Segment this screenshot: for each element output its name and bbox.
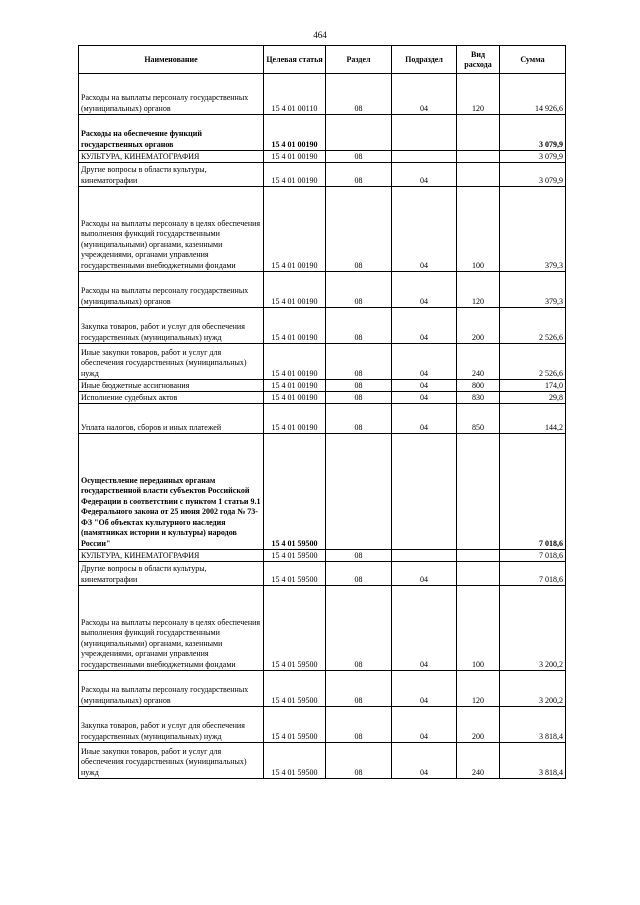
budget-table <box>78 45 566 779</box>
row-subsection-cell: 04 <box>392 562 457 586</box>
row-name-cell: Уплата налогов, сборов и иных платежей <box>79 404 264 434</box>
row-sum-cell: 3 200,2 <box>500 671 566 707</box>
row-subsection-cell: 04 <box>392 404 457 434</box>
row-expense-kind-cell: 200 <box>457 308 500 344</box>
row-sum-cell: 29,8 <box>500 392 566 404</box>
header-expense-kind: Вид расхода <box>457 46 500 74</box>
row-expense-kind-cell: 100 <box>457 586 500 671</box>
row-section-cell: 08 <box>326 344 392 380</box>
row-target-article-cell: 15 4 01 00190 <box>264 344 326 380</box>
row-subsection-cell: 04 <box>392 272 457 308</box>
row-subsection-cell: 04 <box>392 187 457 272</box>
row-sum-cell: 2 526,6 <box>500 308 566 344</box>
table-row <box>79 434 566 550</box>
row-sum-cell: 3 200,2 <box>500 586 566 671</box>
row-sum-cell: 3 818,4 <box>500 707 566 743</box>
row-expense-kind-cell <box>457 163 500 187</box>
row-target-article-cell: 15 4 01 59500 <box>264 434 326 550</box>
table-row <box>79 404 566 434</box>
table-row <box>79 151 566 163</box>
row-section-cell: 08 <box>326 743 392 779</box>
row-target-article-cell: 15 4 01 00190 <box>264 163 326 187</box>
row-sum-cell: 379,3 <box>500 272 566 308</box>
table-row <box>79 550 566 562</box>
table-row <box>79 187 566 272</box>
header-sum: Сумма <box>500 46 566 74</box>
table-row <box>79 707 566 743</box>
row-section-cell <box>326 115 392 151</box>
table-row <box>79 344 566 380</box>
row-subsection-cell: 04 <box>392 743 457 779</box>
row-expense-kind-cell: 120 <box>457 74 500 115</box>
row-expense-kind-cell: 100 <box>457 187 500 272</box>
row-subsection-cell: 04 <box>392 707 457 743</box>
row-subsection-cell: 04 <box>392 74 457 115</box>
row-target-article-cell: 15 4 01 59500 <box>264 586 326 671</box>
row-target-article-cell: 15 4 01 59500 <box>264 671 326 707</box>
row-subsection-cell <box>392 151 457 163</box>
row-expense-kind-cell <box>457 115 500 151</box>
row-subsection-cell <box>392 434 457 550</box>
row-name-cell: Иные бюджетные ассигнования <box>79 380 264 392</box>
table-header <box>79 46 566 74</box>
row-subsection-cell <box>392 550 457 562</box>
row-expense-kind-cell: 800 <box>457 380 500 392</box>
table-row <box>79 743 566 779</box>
row-expense-kind-cell: 240 <box>457 344 500 380</box>
row-section-cell <box>326 434 392 550</box>
row-section-cell: 08 <box>326 392 392 404</box>
row-section-cell: 08 <box>326 163 392 187</box>
row-target-article-cell: 15 4 01 59500 <box>264 562 326 586</box>
row-name-cell: Расходы на выплаты персоналу государственных (муниципальных) органов <box>79 74 264 115</box>
row-sum-cell: 2 526,6 <box>500 344 566 380</box>
row-subsection-cell: 04 <box>392 380 457 392</box>
row-target-article-cell: 15 4 01 00190 <box>264 115 326 151</box>
row-sum-cell: 3 079,9 <box>500 163 566 187</box>
table-row <box>79 272 566 308</box>
row-section-cell: 08 <box>326 308 392 344</box>
row-name-cell: КУЛЬТУРА, КИНЕМАТОГРАФИЯ <box>79 151 264 163</box>
row-sum-cell: 3 079,9 <box>500 151 566 163</box>
row-sum-cell: 3 818,4 <box>500 743 566 779</box>
row-section-cell: 08 <box>326 562 392 586</box>
row-section-cell: 08 <box>326 74 392 115</box>
row-expense-kind-cell <box>457 550 500 562</box>
row-name-cell: Осуществление переданных органам государственной власти субъектов Российской Федерации в соответствии с пунктом 1 статьи 9.1 Федерального закона от 25 июня 2002 года № 73-ФЗ "Об объектах культурного наследия (памятниках истории и культуры) народов России" <box>79 434 264 550</box>
header-target-article: Целевая статья <box>264 46 326 74</box>
page-number: 464 <box>313 30 327 40</box>
row-expense-kind-cell <box>457 434 500 550</box>
row-target-article-cell: 15 4 01 00190 <box>264 187 326 272</box>
row-sum-cell: 174,0 <box>500 380 566 392</box>
row-expense-kind-cell: 240 <box>457 743 500 779</box>
row-sum-cell: 144,2 <box>500 404 566 434</box>
header-subsection: Подраздел <box>392 46 457 74</box>
row-subsection-cell: 04 <box>392 671 457 707</box>
row-section-cell: 08 <box>326 272 392 308</box>
row-target-article-cell: 15 4 01 00190 <box>264 392 326 404</box>
row-target-article-cell: 15 4 01 00190 <box>264 151 326 163</box>
row-expense-kind-cell: 830 <box>457 392 500 404</box>
row-name-cell: Расходы на выплаты персоналу в целях обеспечения выполнения функций государственными (муниципальными) органами, казенными учреждениями, органами управления государственными внебюджетными фондами <box>79 586 264 671</box>
row-subsection-cell: 04 <box>392 163 457 187</box>
row-name-cell: Расходы на выплаты персоналу в целях обеспечения выполнения функций государственными (муниципальными) органами, казенными учреждениями, органами управления государственными внебюджетными фондами <box>79 187 264 272</box>
row-target-article-cell: 15 4 01 00190 <box>264 308 326 344</box>
row-expense-kind-cell <box>457 151 500 163</box>
row-subsection-cell: 04 <box>392 392 457 404</box>
row-section-cell: 08 <box>326 586 392 671</box>
table-row <box>79 671 566 707</box>
table-row <box>79 163 566 187</box>
row-expense-kind-cell: 200 <box>457 707 500 743</box>
row-name-cell: Расходы на выплаты персоналу государственных (муниципальных) органов <box>79 272 264 308</box>
row-expense-kind-cell: 120 <box>457 671 500 707</box>
header-section: Раздел <box>326 46 392 74</box>
row-section-cell: 08 <box>326 380 392 392</box>
table-body <box>79 74 566 779</box>
row-target-article-cell: 15 4 01 00190 <box>264 272 326 308</box>
row-sum-cell: 379,3 <box>500 187 566 272</box>
table-row <box>79 586 566 671</box>
row-sum-cell: 3 079,9 <box>500 115 566 151</box>
row-expense-kind-cell: 120 <box>457 272 500 308</box>
row-name-cell: КУЛЬТУРА, КИНЕМАТОГРАФИЯ <box>79 550 264 562</box>
row-target-article-cell: 15 4 01 59500 <box>264 550 326 562</box>
row-sum-cell: 7 018,6 <box>500 434 566 550</box>
row-subsection-cell: 04 <box>392 308 457 344</box>
row-expense-kind-cell <box>457 562 500 586</box>
header-name: Наименование <box>79 46 264 74</box>
row-subsection-cell: 04 <box>392 344 457 380</box>
row-name-cell: Расходы на выплаты персоналу государственных (муниципальных) органов <box>79 671 264 707</box>
row-target-article-cell: 15 4 01 00190 <box>264 404 326 434</box>
row-name-cell: Исполнение судебных актов <box>79 392 264 404</box>
row-name-cell: Другие вопросы в области культуры, кинематографии <box>79 562 264 586</box>
row-name-cell: Иные закупки товаров, работ и услуг для обеспечения государственных (муниципальных) нужд <box>79 344 264 380</box>
row-section-cell: 08 <box>326 707 392 743</box>
row-sum-cell: 14 926,6 <box>500 74 566 115</box>
row-subsection-cell <box>392 115 457 151</box>
table-row <box>79 115 566 151</box>
table-row <box>79 562 566 586</box>
table-row <box>79 380 566 392</box>
row-section-cell: 08 <box>326 550 392 562</box>
table-row <box>79 392 566 404</box>
row-section-cell: 08 <box>326 151 392 163</box>
row-section-cell: 08 <box>326 187 392 272</box>
row-name-cell: Расходы на обеспечение функций государственных органов <box>79 115 264 151</box>
row-target-article-cell: 15 4 01 59500 <box>264 707 326 743</box>
row-target-article-cell: 15 4 01 00190 <box>264 380 326 392</box>
row-name-cell: Закупка товаров, работ и услуг для обеспечения государственных (муниципальных) нужд <box>79 308 264 344</box>
table-row <box>79 74 566 115</box>
row-expense-kind-cell: 850 <box>457 404 500 434</box>
row-subsection-cell: 04 <box>392 586 457 671</box>
row-sum-cell: 7 018,6 <box>500 562 566 586</box>
row-target-article-cell: 15 4 01 00110 <box>264 74 326 115</box>
table-row <box>79 308 566 344</box>
row-section-cell: 08 <box>326 671 392 707</box>
row-sum-cell: 7 018,6 <box>500 550 566 562</box>
row-target-article-cell: 15 4 01 59500 <box>264 743 326 779</box>
row-name-cell: Иные закупки товаров, работ и услуг для обеспечения государственных (муниципальных) нужд <box>79 743 264 779</box>
row-section-cell: 08 <box>326 404 392 434</box>
row-name-cell: Закупка товаров, работ и услуг для обеспечения государственных (муниципальных) нужд <box>79 707 264 743</box>
row-name-cell: Другие вопросы в области культуры, кинематографии <box>79 163 264 187</box>
